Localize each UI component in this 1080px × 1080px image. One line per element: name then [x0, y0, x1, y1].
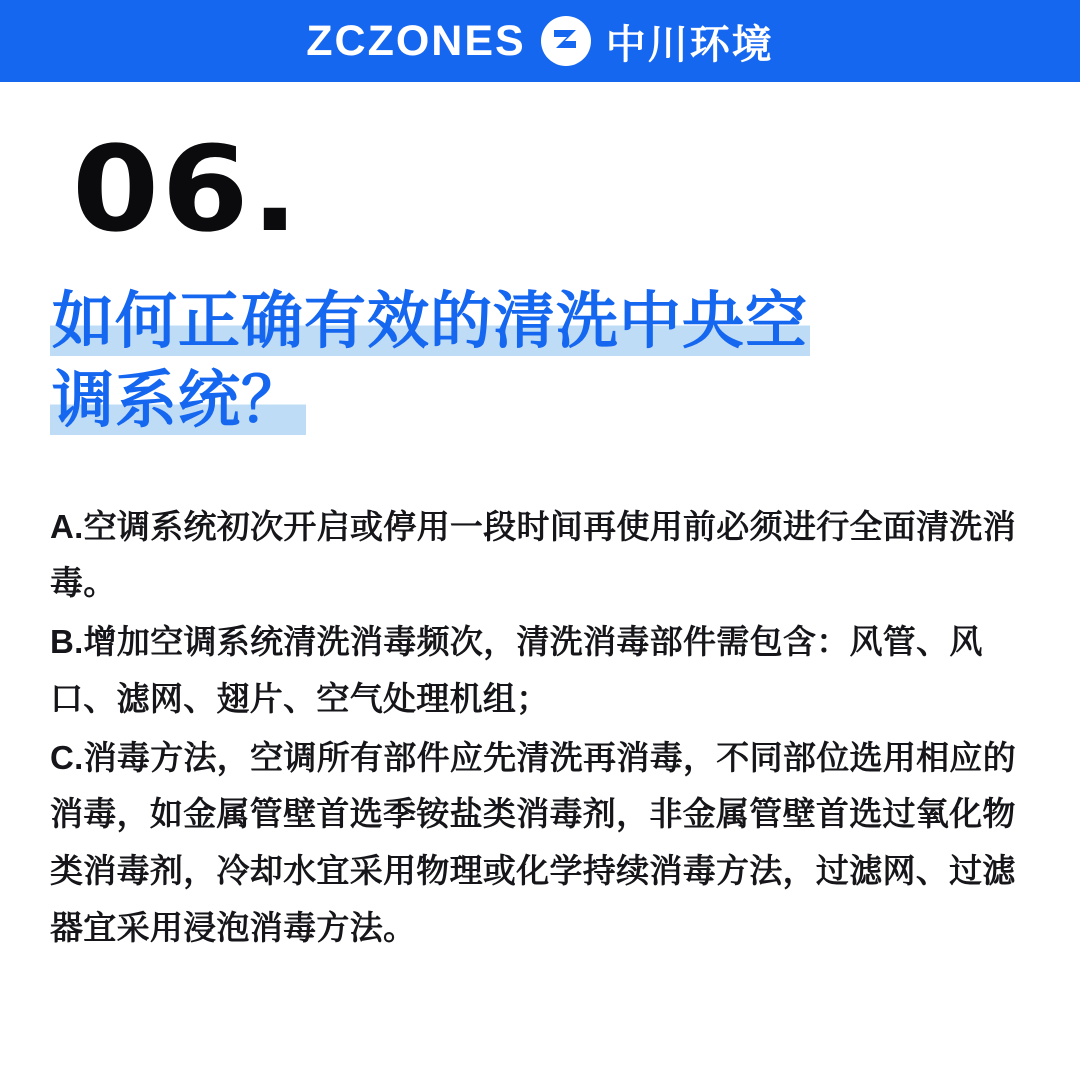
article-body	[0, 82, 1080, 1080]
page-title-line-2: 调系统？	[52, 366, 305, 436]
zczones-logo-icon	[540, 15, 592, 67]
answer-item-c: C.消毒方法，空调所有部件应先清洗再消毒，不同部位选用相应的消毒，如金属管壁首选季铵盐类消毒剂，非金属管壁首选过氧化物类消毒剂，冷却水宜采用物理或化学持续消毒方法，过滤网、过滤器宜采用浸泡消毒方法。	[50, 738, 1016, 946]
answer-list	[50, 499, 1034, 957]
section-number: 06.	[72, 120, 301, 258]
page-title	[50, 282, 1032, 441]
answer-item-b: B.增加空调系统清洗消毒频次，清洗消毒部件需包含：风管、风口、滤网、翅片、空气处理机组；	[50, 623, 983, 717]
page-title-line-1: 如何正确有效的清洗中央空	[52, 287, 809, 356]
brand-name-en: ZCZONES	[306, 16, 526, 65]
answer-item-a: A.空调系统初次开启或停用一段时间再使用前必须进行全面清洗消毒。	[50, 507, 1016, 602]
brand-header	[0, 0, 1080, 82]
brand-name-cn: 中川环境	[605, 22, 774, 67]
